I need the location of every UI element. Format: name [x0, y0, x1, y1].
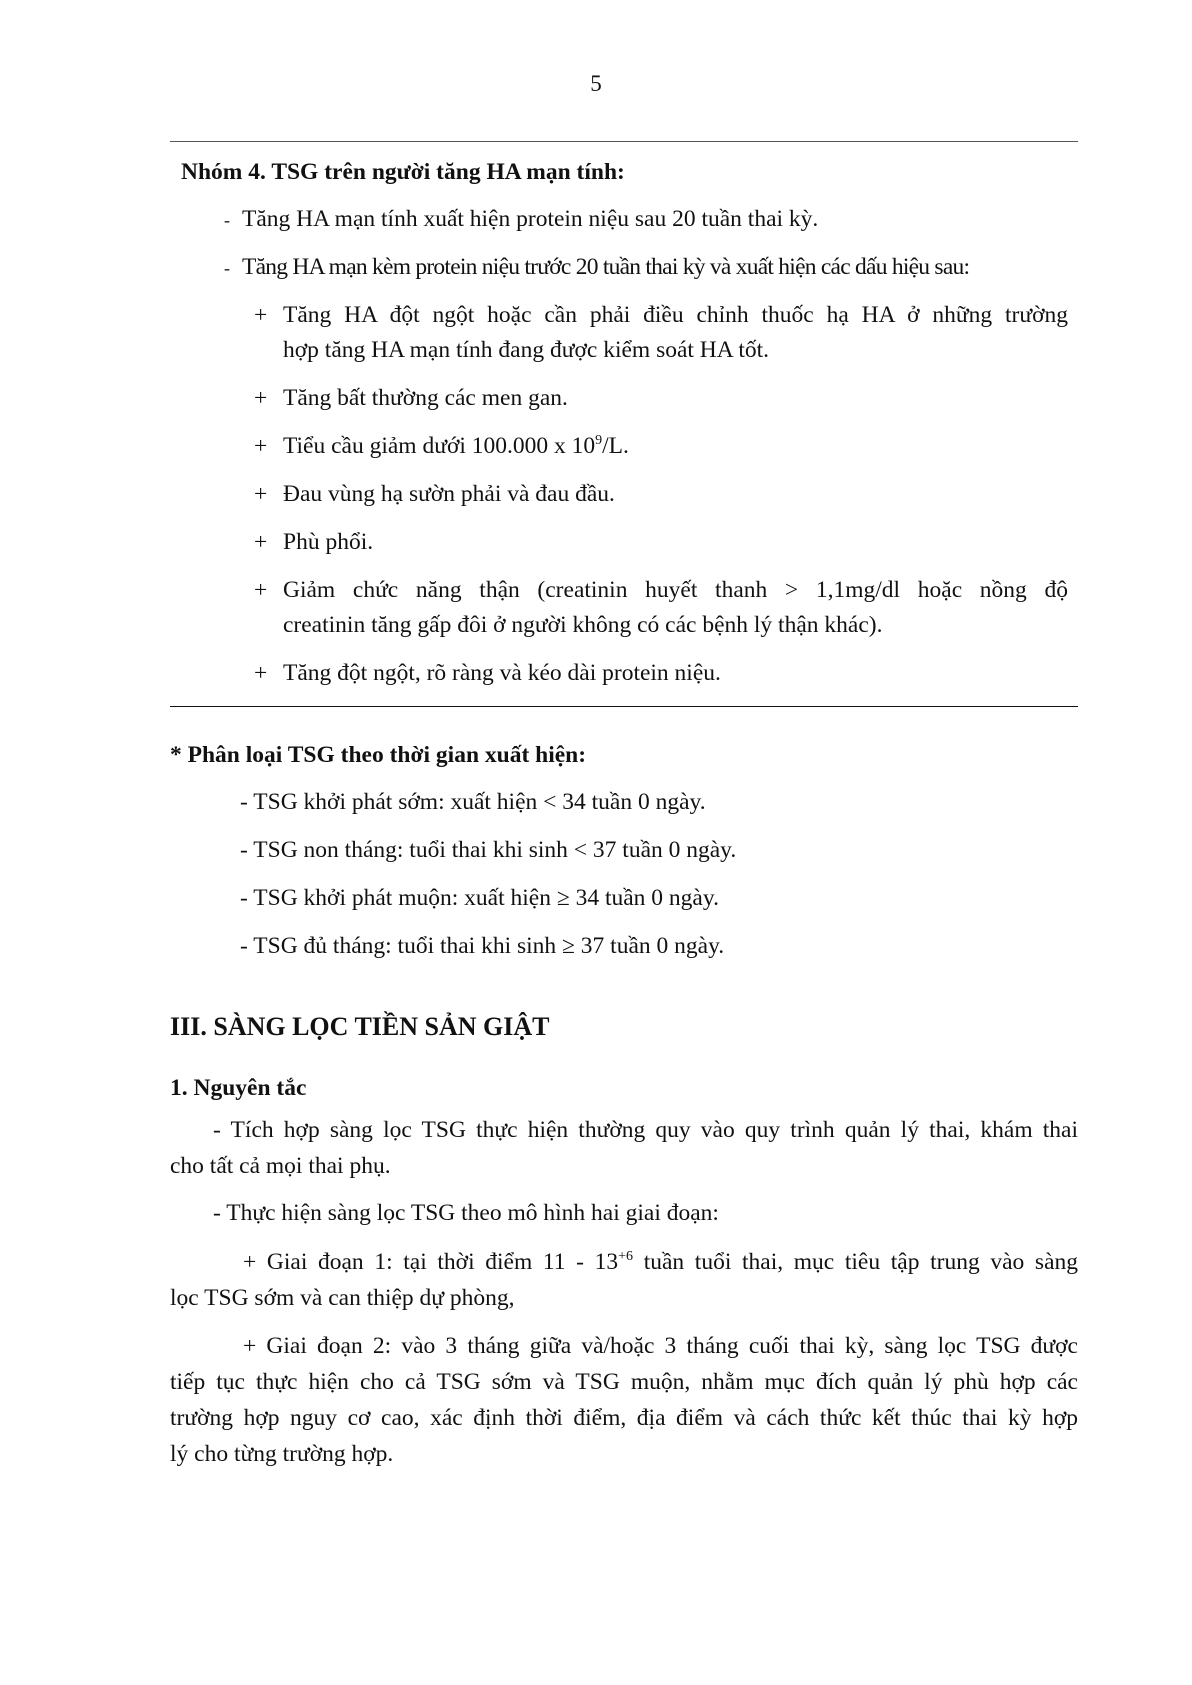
plus-item-text: Tăng đột ngột, rõ ràng và kéo dài protein niệu. — [283, 660, 721, 686]
paragraph-line: trường hợp nguy cơ cao, xác định thời điểm, địa điểm và cách thức kết thúc thai kỳ hợp — [170, 1405, 1078, 1431]
section-heading: III. SÀNG LỌC TIỀN SẢN GIẬT — [170, 1012, 550, 1041]
sub-heading: 1. Nguyên tắc — [170, 1075, 307, 1101]
paragraph-line: lý cho từng trường hợp. — [170, 1441, 394, 1467]
classification-item: - TSG khởi phát sớm: xuất hiện < 34 tuần 0 ngày. — [240, 789, 706, 815]
principle-paragraph — [170, 1112, 1078, 1184]
plus-bullet: + — [254, 385, 268, 411]
plus-item — [254, 525, 1068, 560]
plus-item-text: creatinin tăng gấp đôi ở người không có các bệnh lý thận khác). — [283, 612, 883, 638]
plus-bullet: + — [254, 577, 268, 603]
paragraph-line: tiếp tục thực hiện cho cả TSG sớm và TSG muộn, nhằm mục đích quản lý phù hợp các — [170, 1369, 1078, 1395]
plus-item — [254, 429, 1068, 464]
plus-bullet: + — [254, 433, 268, 459]
plus-bullet: + — [254, 481, 268, 507]
paragraph-line: + Giai đoạn 2: vào 3 tháng giữa và/hoặc 3 tháng cuối thai kỳ, sàng lọc TSG được — [243, 1333, 1078, 1359]
classification-heading: * Phân loại TSG theo thời gian xuất hiện: — [170, 742, 587, 768]
paragraph-line — [170, 1244, 1078, 1280]
dash-bullet: - — [224, 210, 230, 230]
unit-text: /L. — [602, 433, 629, 459]
two-stage-intro: - Thực hiện sàng lọc TSG theo mô hình hai giai đoạn: — [213, 1200, 719, 1226]
dash-bullet: - — [224, 258, 230, 278]
paragraph-line: lọc TSG sớm và can thiệp dự phòng, — [170, 1285, 515, 1311]
plus-bullet: + — [254, 529, 268, 555]
top-divider — [170, 141, 1078, 142]
stage1-text: + Giai đoạn 1: tại thời điểm 11 - 13 — [243, 1249, 619, 1275]
classification-item: - TSG khởi phát muộn: xuất hiện ≥ 34 tuần 0 ngày. — [240, 885, 719, 911]
page-number: 5 — [590, 71, 602, 96]
plus-item — [254, 656, 1068, 691]
stage1-paragraph — [170, 1244, 1078, 1316]
paragraph-line: cho tất cả mọi thai phụ. — [170, 1153, 391, 1179]
stage1-text-cont: tuần tuổi thai, mục tiêu tập trung vào sàng — [633, 1249, 1078, 1275]
dash-item-text: Tăng HA mạn kèm protein niệu trước 20 tuần thai kỳ và xuất hiện các dấu hiệu sau: — [242, 254, 970, 280]
plus-item — [254, 381, 1068, 416]
dash-item — [224, 250, 969, 286]
classification-item: - TSG đủ tháng: tuổi thai khi sinh ≥ 37 tuần 0 ngày. — [240, 933, 725, 959]
dash-item — [224, 202, 818, 238]
plus-item — [254, 573, 1068, 643]
platelet-text: Tiểu cầu giảm dưới 100.000 x 10 — [283, 433, 596, 459]
stage2-paragraph — [170, 1328, 1078, 1472]
plus-bullet: + — [254, 302, 268, 328]
plus-item-text: Phù phổi. — [283, 529, 374, 555]
exponent: +6 — [618, 1249, 634, 1265]
plus-item-text: hợp tăng HA mạn tính đang được kiểm soát HA tốt. — [283, 337, 769, 363]
group4-heading: Nhóm 4. TSG trên người tăng HA mạn tính: — [181, 159, 625, 185]
plus-item — [254, 298, 1068, 368]
dash-item-text: Tăng HA mạn tính xuất hiện protein niệu sau 20 tuần thai kỳ. — [242, 206, 819, 232]
paragraph-line: - Tích hợp sàng lọc TSG thực hiện thường quy vào quy trình quản lý thai, khám thai — [213, 1117, 1078, 1143]
plus-item — [254, 477, 1068, 512]
plus-item-text: Đau vùng hạ sườn phải và đau đầu. — [283, 481, 615, 507]
plus-item-text — [283, 429, 1068, 464]
plus-bullet: + — [254, 660, 268, 686]
plus-item-text: Tăng bất thường các men gan. — [283, 385, 568, 411]
exponent: 9 — [595, 433, 603, 449]
plus-item-text: Tăng HA đột ngột hoặc cần phải điều chỉnh thuốc hạ HA ở những trường — [283, 302, 1068, 328]
classification-item: - TSG non tháng: tuổi thai khi sinh < 37 tuần 0 ngày. — [240, 837, 737, 863]
bottom-divider — [170, 706, 1078, 707]
plus-item-text: Giảm chức năng thận (creatinin huyết thanh > 1,1mg/dl hoặc nồng độ — [283, 577, 1068, 603]
